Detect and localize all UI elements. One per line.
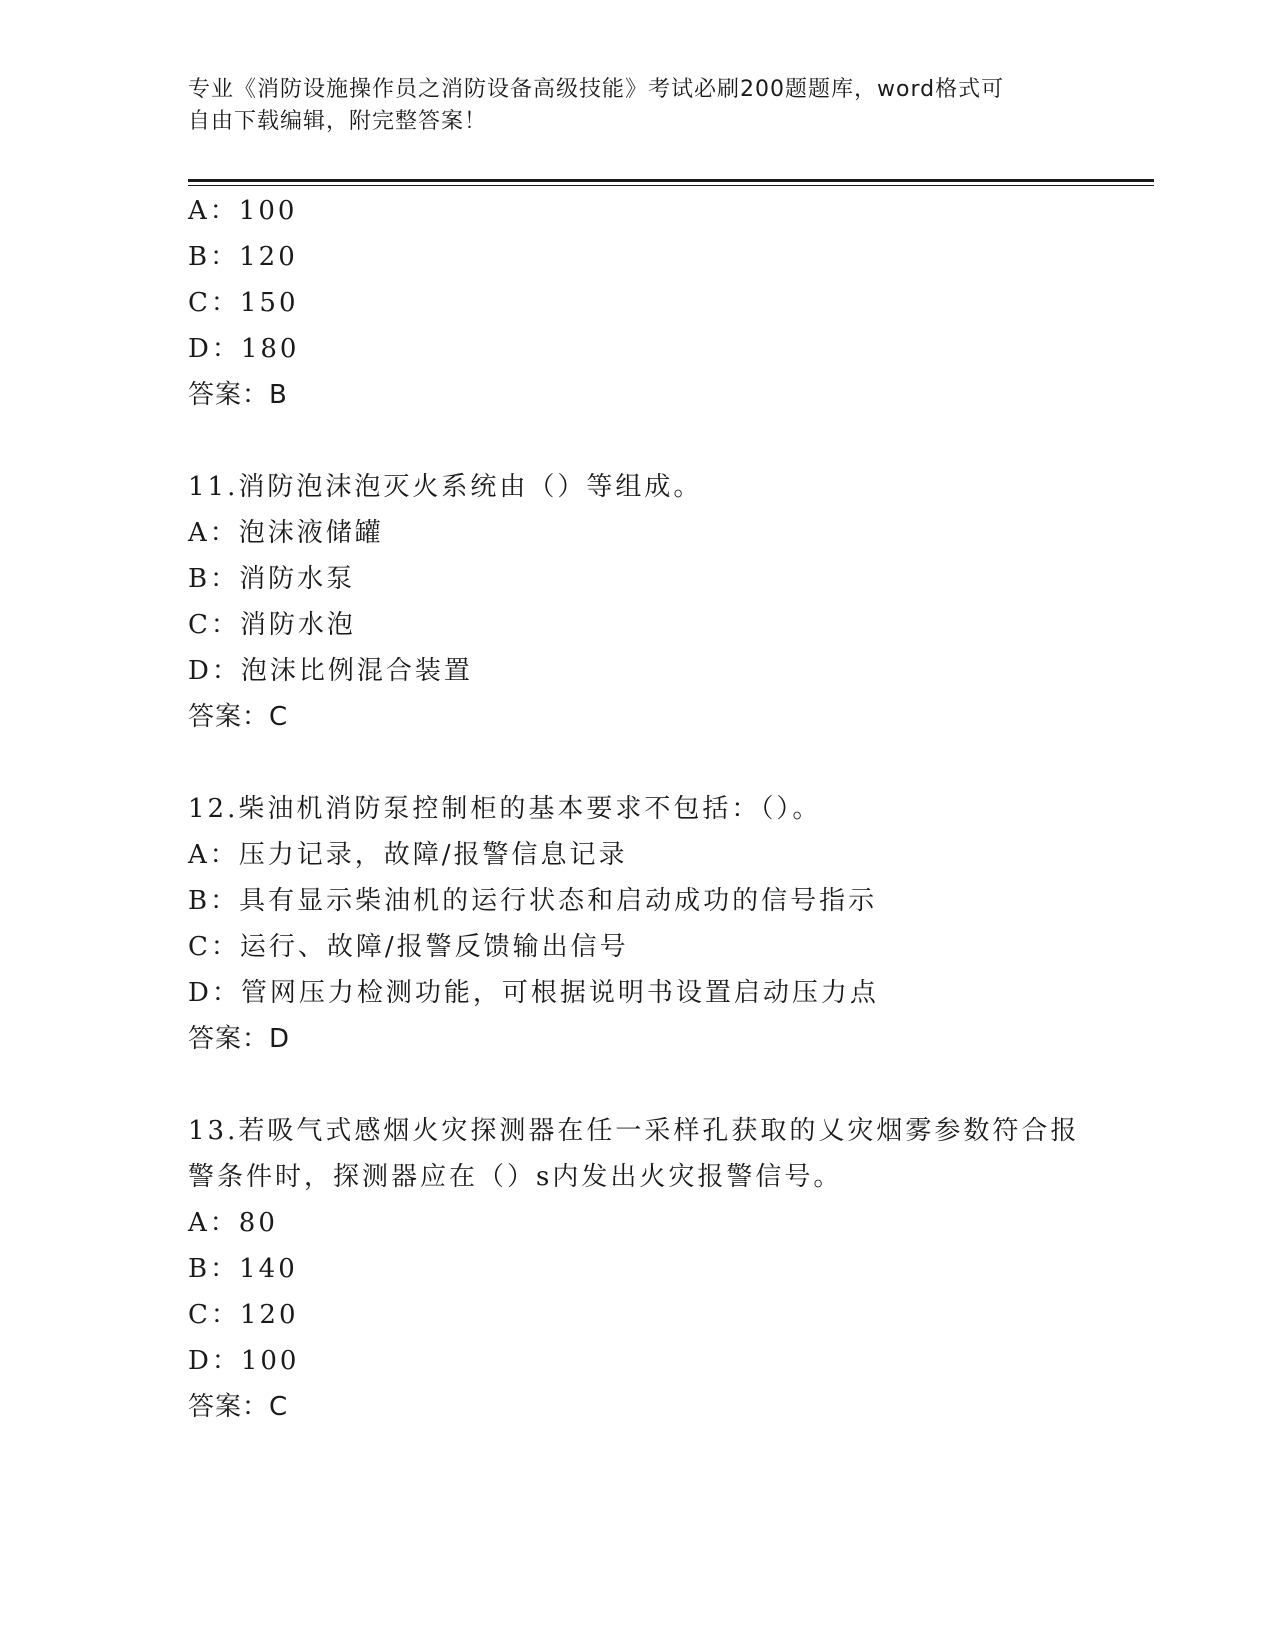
answer-line: 答案：C bbox=[188, 1392, 289, 1422]
header-divider-thick bbox=[188, 179, 1154, 182]
option-b: B：具有显示柴油机的运行状态和启动成功的信号指示 bbox=[188, 886, 878, 916]
option-b: B：消防水泵 bbox=[188, 564, 356, 594]
header-divider-thin bbox=[188, 185, 1154, 186]
question-list bbox=[188, 188, 1088, 1430]
option-a: A：100 bbox=[188, 196, 298, 226]
question-10 bbox=[188, 188, 1088, 418]
option-d: D：管网压力检测功能，可根据说明书设置启动压力点 bbox=[188, 978, 879, 1008]
option-b: B：120 bbox=[188, 242, 298, 272]
question-11 bbox=[188, 464, 1088, 740]
option-b: B：140 bbox=[188, 1254, 298, 1284]
spacer bbox=[188, 418, 1088, 464]
option-c: C：消防水泡 bbox=[188, 610, 356, 640]
spacer bbox=[188, 740, 1088, 786]
option-c: C：120 bbox=[188, 1300, 299, 1330]
spacer bbox=[188, 1062, 1088, 1108]
header-line-1: 专业《消防设施操作员之消防设备高级技能》考试必刷200题题库，word格式可 bbox=[188, 77, 1005, 102]
question-13 bbox=[188, 1108, 1088, 1430]
option-d: D：泡沫比例混合装置 bbox=[188, 656, 473, 686]
answer-line: 答案：C bbox=[188, 702, 289, 732]
answer-line: 答案：D bbox=[188, 1024, 291, 1054]
question-title: 12.柴油机消防泵控制柜的基本要求不包括：（）。 bbox=[188, 794, 822, 824]
option-d: D：100 bbox=[188, 1346, 300, 1376]
header-line-2: 自由下载编辑，附完整答案！ bbox=[188, 109, 488, 134]
question-title-line-1: 13.若吸气式感烟火灾探测器在任一采样孔获取的乂灾烟雾参数符合报 bbox=[188, 1116, 1080, 1146]
answer-line: 答案：B bbox=[188, 380, 288, 410]
document-header bbox=[188, 74, 1088, 138]
option-c: C：运行、故障/报警反馈输出信号 bbox=[188, 932, 629, 962]
option-a: A：压力记录，故障/报警信息记录 bbox=[188, 840, 628, 870]
option-d: D：180 bbox=[188, 334, 300, 364]
option-a: A：泡沫液储罐 bbox=[188, 518, 384, 548]
option-a: A：80 bbox=[188, 1208, 278, 1238]
question-title: 11.消防泡沫泡灭火系统由（）等组成。 bbox=[188, 472, 703, 502]
question-title-line-2: 警条件时，探测器应在（）s内发出火灾报警信号。 bbox=[188, 1162, 843, 1192]
question-12 bbox=[188, 786, 1088, 1062]
option-c: C：150 bbox=[188, 288, 299, 318]
